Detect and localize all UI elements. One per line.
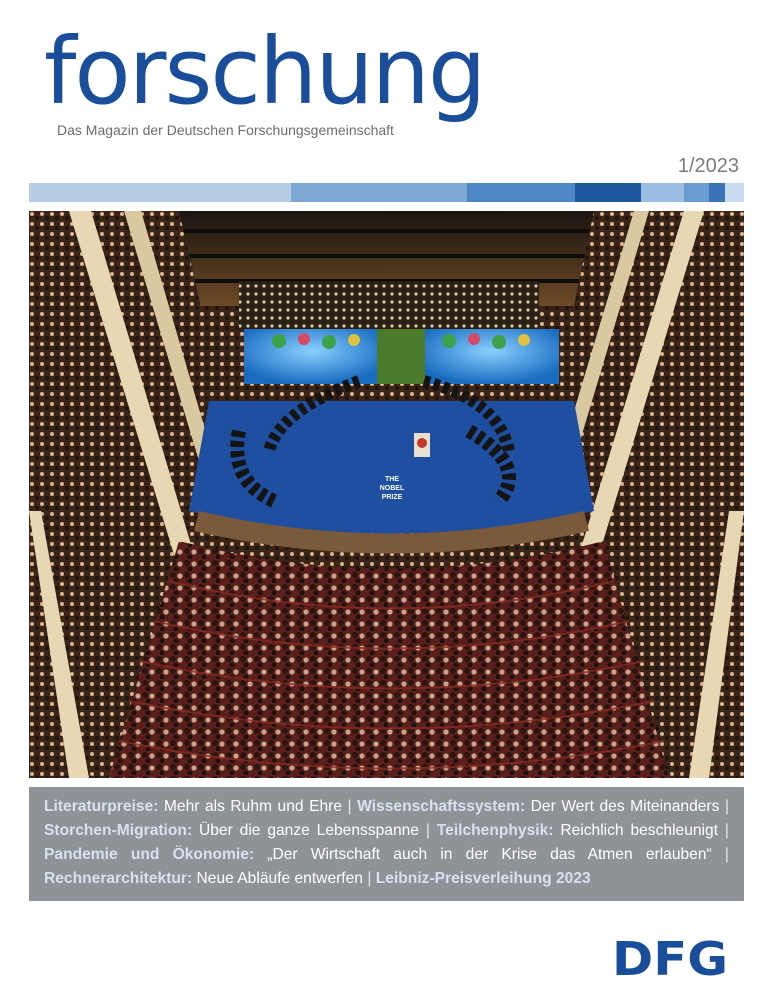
stripe-segment [467, 183, 575, 202]
table-of-contents [29, 787, 744, 901]
color-stripe [29, 183, 744, 202]
contents-separator: | [367, 870, 372, 887]
stripe-segment [684, 183, 709, 202]
contents-separator: | [347, 798, 352, 815]
concert-hall-illustration [29, 211, 744, 778]
contents-text: Mehr als Ruhm und Ehre [163, 798, 343, 815]
contents-topic: Teilchenphysik: [436, 822, 554, 839]
contents-text: Reichlich beschleunigt [560, 822, 719, 839]
contents-separator: | [724, 822, 729, 839]
stripe-segment [575, 183, 641, 202]
dfg-logo-mark [612, 937, 730, 979]
stage-sign-line: THE [385, 476, 399, 483]
magazine-title: forschung [44, 18, 485, 125]
contents-separator: | [724, 846, 729, 863]
stripe-segment [709, 183, 725, 202]
contents-topic: Wissenschaftssystem: [357, 798, 526, 815]
contents-topic: Leibniz-Preisverleihung 2023 [375, 870, 591, 887]
stage-sign-line: NOBEL [379, 485, 405, 492]
dfg-logo-text: DFG [612, 937, 728, 979]
cover-photo [29, 211, 744, 778]
magazine-subtitle: Das Magazin der Deutschen Forschungsgemeinschaft [57, 122, 394, 138]
issue-number: 1/2023 [677, 155, 739, 177]
stripe-segment [291, 183, 467, 202]
dfg-logo [612, 937, 730, 984]
contents-text: Über die ganze Lebensspanne [199, 822, 419, 839]
stripe-segment [725, 183, 744, 202]
contents-separator: | [425, 822, 430, 839]
contents-text: Der Wert des Miteinanders [530, 798, 720, 815]
stripe-segment [641, 183, 684, 202]
stripe-segment [29, 183, 291, 202]
stage-sign-line: PRIZE [381, 494, 403, 501]
contents-text: Neue Abläufe entwerfen [196, 870, 363, 887]
contents-separator: | [724, 798, 729, 815]
contents-topic: Rechnerarchitektur: [44, 870, 193, 887]
contents-text: „Der Wirtschaft auch in der Krise das Atmen erlauben“ [267, 846, 712, 863]
contents-topic: Literaturpreise: [44, 798, 159, 815]
contents-topic: Pandemie und Ökonomie: [44, 846, 255, 863]
contents-topic: Storchen-Migration: [44, 822, 193, 839]
